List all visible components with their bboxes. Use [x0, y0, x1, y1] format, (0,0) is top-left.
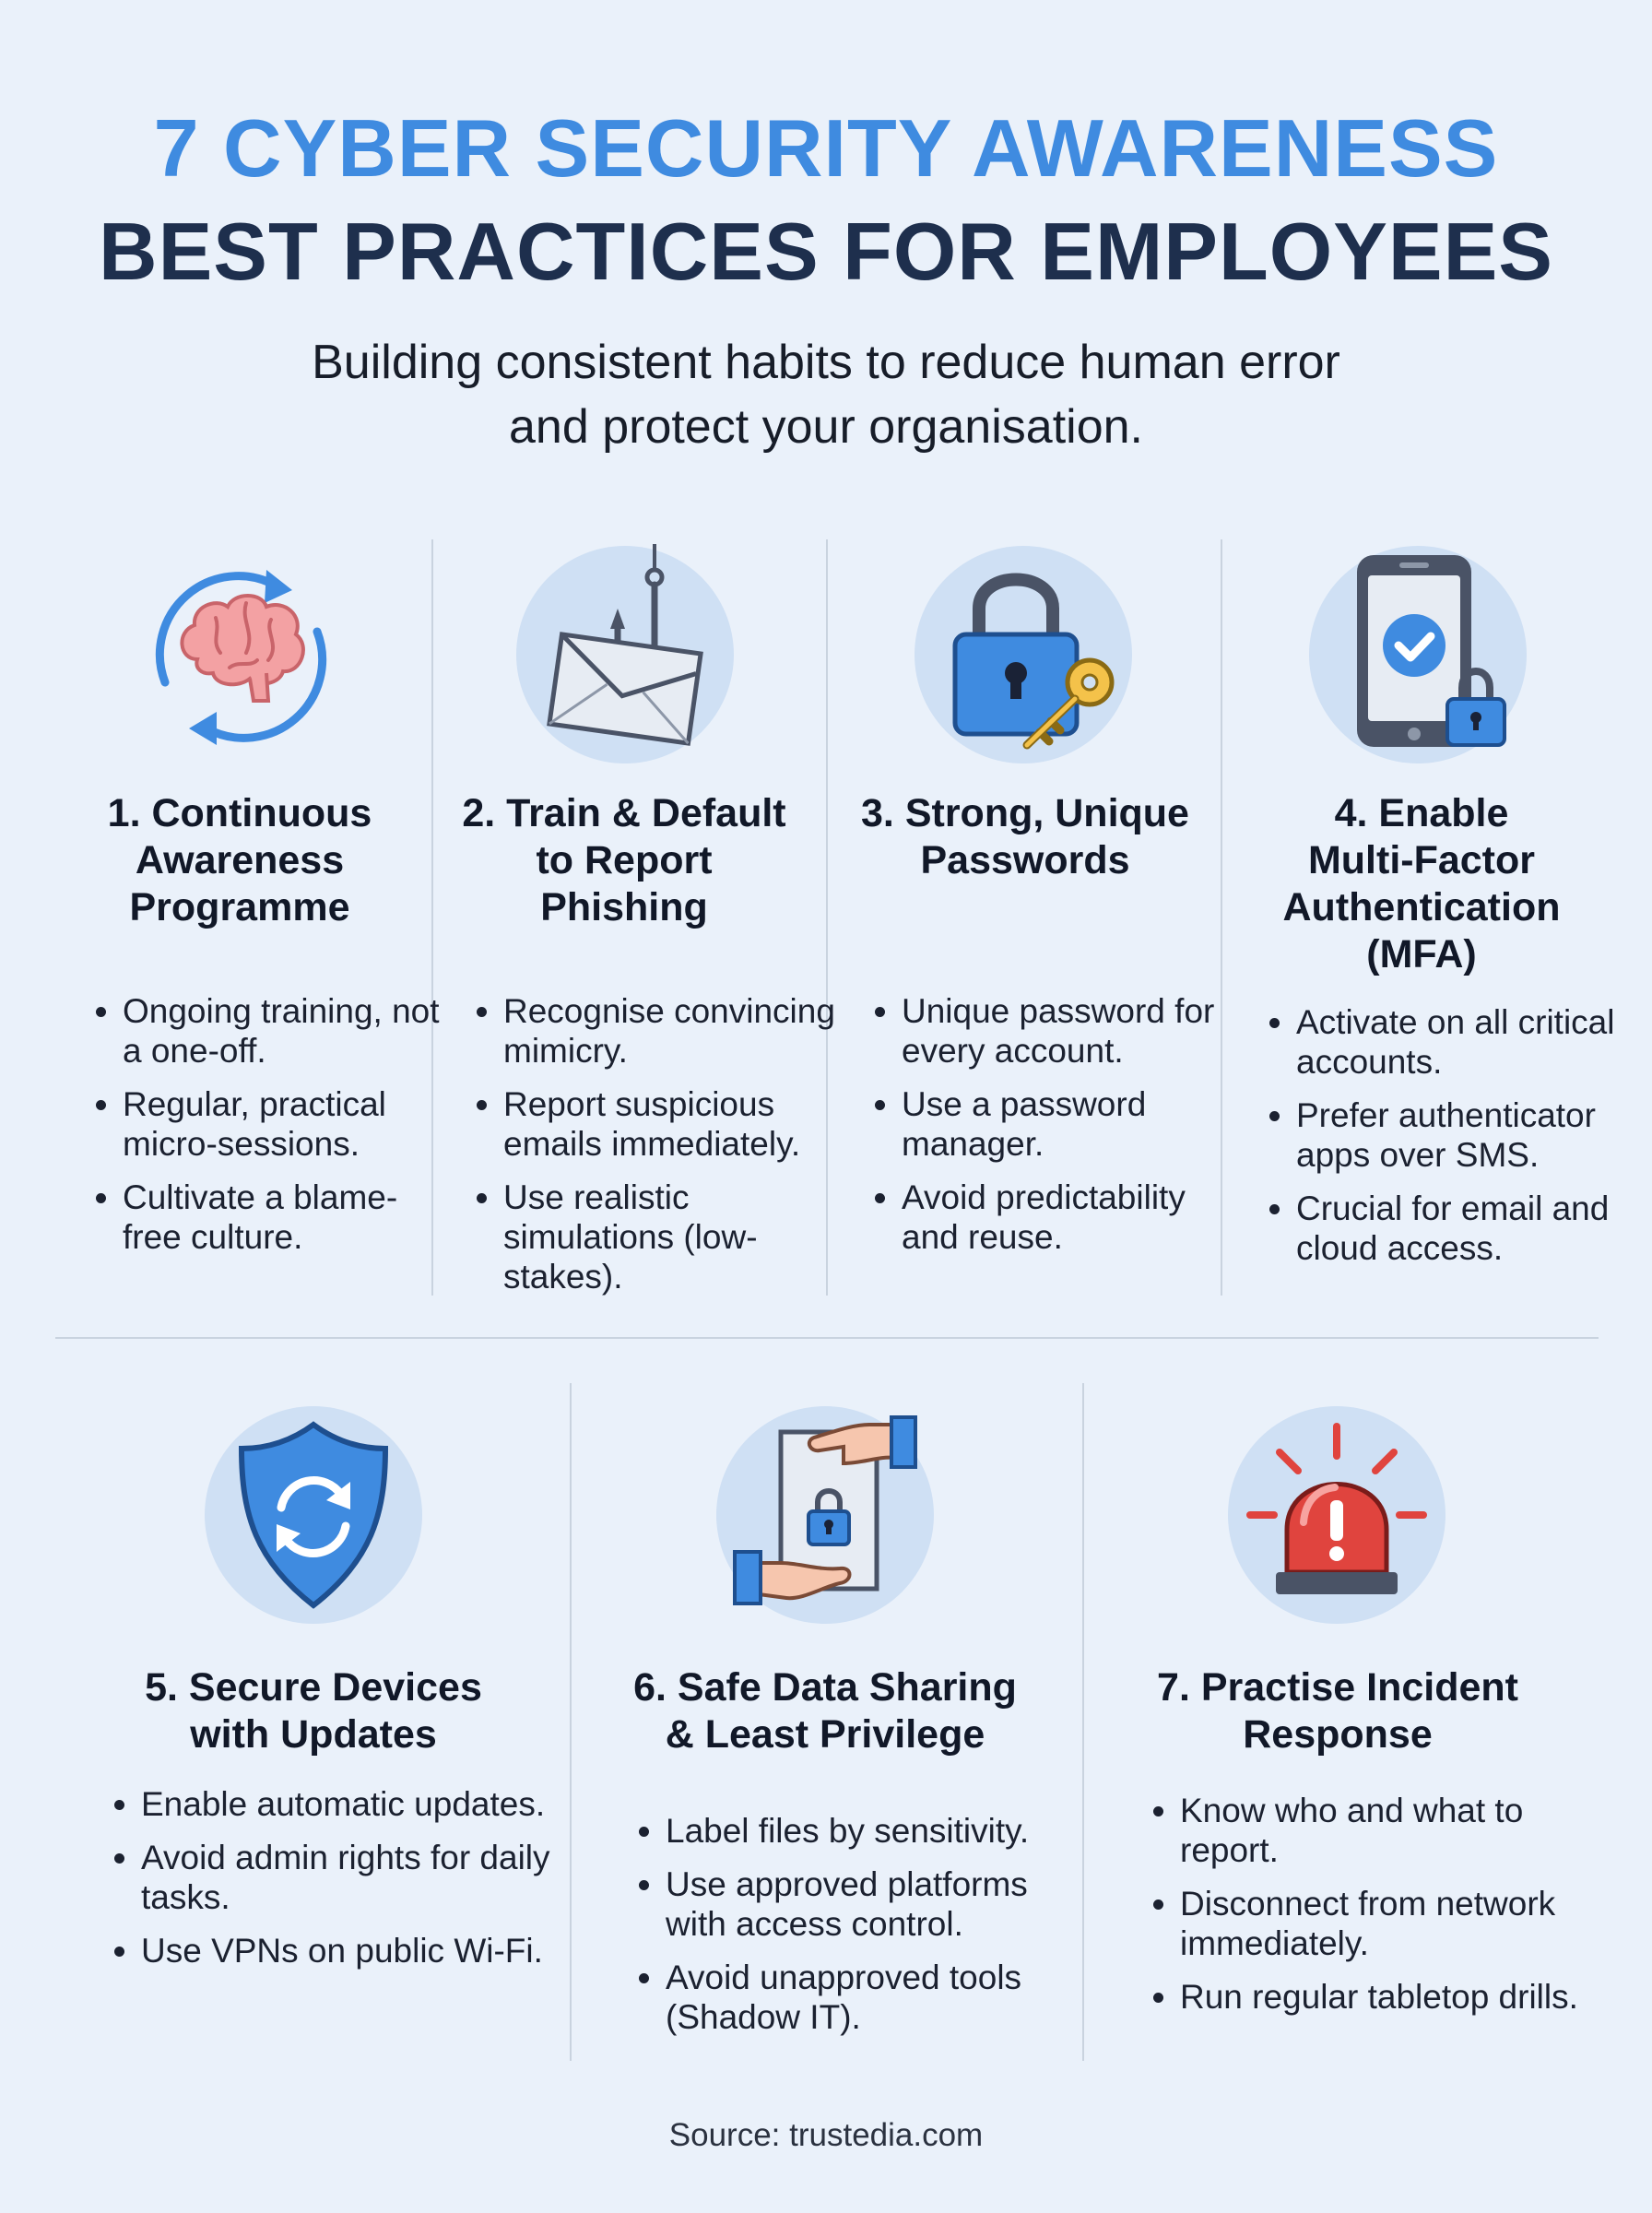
list-item: • Use approved platforms with access control. [666, 1864, 1071, 1944]
practice-title-line: (MFA) [1366, 932, 1477, 976]
practice-bullets [631, 1811, 1071, 2051]
practice-title-line: Multi-Factor [1307, 838, 1536, 882]
practice-title [1226, 790, 1617, 978]
list-item: • Use realistic simulations (low-stakes). [503, 1178, 849, 1296]
phone-lock-check-icon [1307, 544, 1528, 765]
practice-title-line: & Least Privilege [665, 1712, 985, 1757]
practice-title-line: with Updates [190, 1712, 437, 1757]
title-line-2: BEST PRACTICES FOR EMPLOYEES [99, 206, 1553, 297]
practice-title-line: Phishing [540, 885, 708, 929]
list-item: • Avoid admin rights for daily tasks. [141, 1838, 584, 1917]
practice-bullets [1261, 1002, 1646, 1282]
list-item: • Avoid unapproved tools (Shadow IT). [666, 1958, 1071, 2037]
practice-title-line: 5. Secure Devices [145, 1665, 482, 1710]
practice-title-line: 7. Practise Incident [1157, 1665, 1518, 1710]
practice-title [37, 790, 442, 931]
practice-bullets [88, 991, 445, 1271]
practice-title [426, 790, 822, 931]
practice-bullets [1145, 1791, 1613, 2030]
list-item: • Crucial for email and cloud access. [1296, 1189, 1646, 1268]
list-item: • Unique password for every account. [902, 991, 1243, 1071]
practice-title-line: Response [1243, 1712, 1433, 1757]
list-item: • Recognise convincing mimicry. [503, 991, 849, 1071]
padlock-key-icon [913, 544, 1134, 765]
subtitle-line-2: and protect your organisation. [509, 400, 1143, 454]
list-item: • Use a password manager. [902, 1084, 1243, 1164]
practice-bullets [468, 991, 849, 1310]
list-item: • Use VPNs on public Wi-Fi. [141, 1931, 584, 1970]
practice-title-line: Authentication [1282, 885, 1561, 929]
practice-title-line: Programme [129, 885, 350, 929]
practice-title-line: 1. Continuous [107, 791, 372, 835]
list-item: • Know who and what to report. [1180, 1791, 1613, 1870]
practice-title-line: 2. Train & Default [462, 791, 786, 835]
practice-title [830, 790, 1221, 884]
practice-title-line: 6. Safe Data Sharing [633, 1665, 1017, 1710]
practice-title-line: 4. Enable [1334, 791, 1509, 835]
practice-title [1103, 1664, 1573, 1758]
practice-title-line: Awareness [135, 838, 345, 882]
list-item: • Cultivate a blame-free culture. [123, 1178, 445, 1257]
list-item: • Regular, practical micro-sessions. [123, 1084, 445, 1164]
list-item: • Disconnect from network immediately. [1180, 1884, 1613, 1963]
phishing-hook-envelope-icon [514, 544, 736, 765]
practice-title [111, 1664, 516, 1758]
alarm-siren-icon [1226, 1404, 1447, 1626]
list-item: • Activate on all critical accounts. [1296, 1002, 1646, 1082]
list-item: • Prefer authenticator apps over SMS. [1296, 1095, 1646, 1175]
practice-title [590, 1664, 1060, 1758]
list-item: • Enable automatic updates. [141, 1784, 584, 1824]
shield-refresh-icon [203, 1404, 424, 1626]
divider-horizontal [55, 1337, 1599, 1339]
practice-title-line: Passwords [920, 838, 1130, 882]
practice-bullets [106, 1784, 584, 1984]
divider-vertical [1082, 1383, 1084, 2061]
list-item: • Label files by sensitivity. [666, 1811, 1071, 1851]
brain-cycle-icon [128, 544, 349, 765]
title-line-1: 7 CYBER SECURITY AWARENESS [153, 102, 1499, 194]
practice-bullets [867, 991, 1243, 1271]
list-item: • Ongoing training, not a one-off. [123, 991, 445, 1071]
subtitle [227, 330, 1425, 459]
source-credit: Source: trustedia.com [668, 2117, 984, 2153]
list-item: • Report suspicious emails immediately. [503, 1084, 849, 1164]
hands-locked-document-icon [714, 1404, 936, 1626]
list-item: • Run regular tabletop drills. [1180, 1977, 1613, 2017]
practice-title-line: to Report [536, 838, 713, 882]
practice-title-line: 3. Strong, Unique [861, 791, 1189, 835]
list-item: • Avoid predictability and reuse. [902, 1178, 1243, 1257]
subtitle-line-1: Building consistent habits to reduce human error [312, 336, 1340, 389]
